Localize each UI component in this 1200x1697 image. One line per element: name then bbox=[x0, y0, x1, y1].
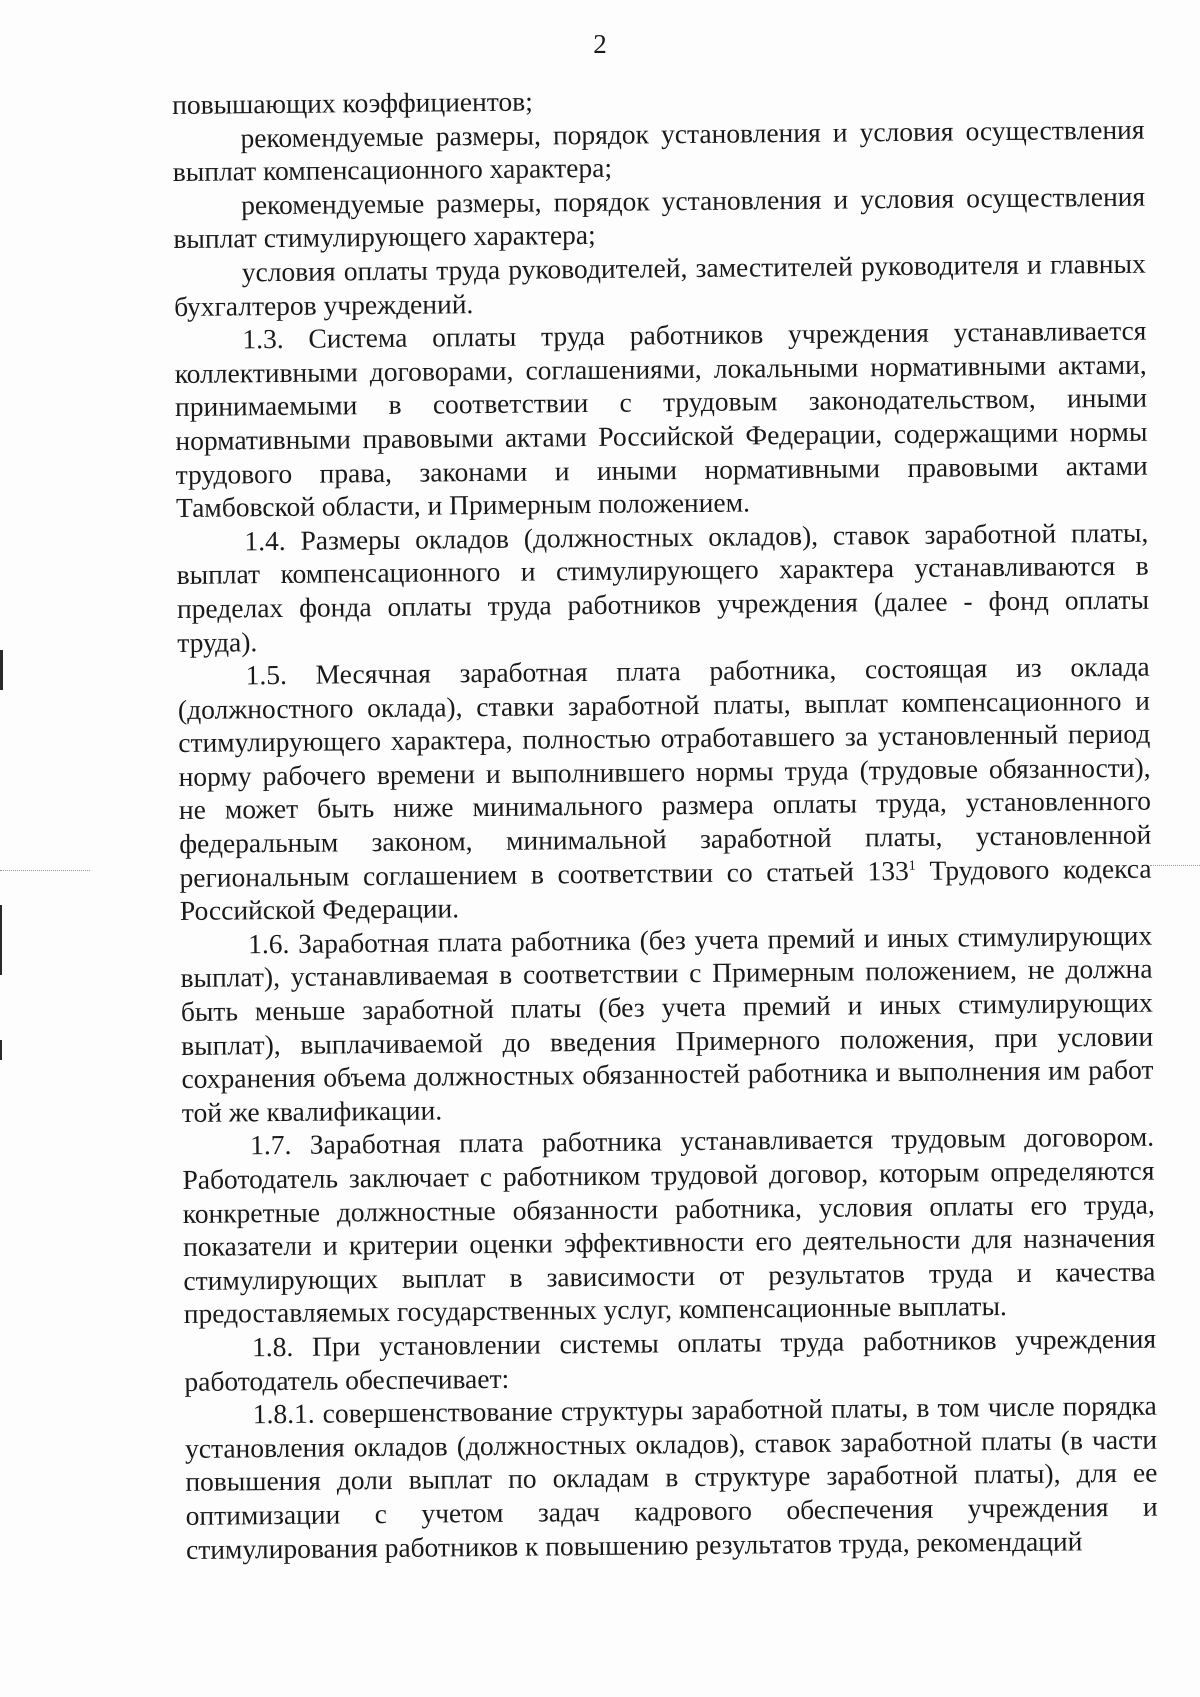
paragraph-1-5-tail: Трудового кодекса Российской Федерации. bbox=[179, 852, 1152, 927]
scan-edge-mark bbox=[0, 1040, 2, 1060]
scan-edge-mark bbox=[0, 650, 3, 690]
paragraph-coefficients: повышающих коэффициентов; bbox=[172, 85, 533, 120]
document-body bbox=[172, 79, 1158, 1566]
paragraph-1-8-1: 1.8.1. совершенствование структуры заработной платы, в том числе порядка установления окладов (должностных окладов), ставок заработной платы (в части повышения доли выплат по окладам в структуре заработной платы), для ее оптимизации с учетом задач кадрового обеспечения учреждения и стимулирования работников к повышению результатов труда, рекомендаций bbox=[184, 1389, 1158, 1565]
paragraph-1-4: 1.4. Размеры окладов (должностных окладов), ставок заработной платы, выплат компенсационного и стимулирующего характера устанавливаются в пределах фонда оплаты труда работников учреждения (далее - фонд оплаты труда). bbox=[176, 516, 1150, 658]
paragraph-incentive-payments: рекомендуемые размеры, порядок установления и условия осуществления выплат стимулирующего характера; bbox=[173, 180, 1146, 255]
paragraph-1-8: 1.8. При установлении системы оплаты труда работников учреждения работодатель обеспечивает: bbox=[184, 1322, 1157, 1397]
paragraph-1-7: 1.7. Заработная плата работника устанавливается трудовым договором. Работодатель заключает с работником трудовой договор, которым определяются конкретные должностные обязанности работника, условия оплаты его труда, показатели и критерии оценки эффективности его деятельности для назначения стимулирующих выплат в зависимости от результатов труда и качества предоставляемых государственных услуг, компенсационные выплаты. bbox=[182, 1121, 1156, 1330]
paragraph-1-5-text: 1.5. Месячная заработная плата работника, состоящая из оклада (должностного оклада), ставки заработной платы, выплат компенсационного и стимулирующего характера, полностью отработавшего за установленный период норму рабочего времени и выполнившего нормы труда (трудовые обязанности), не может быть ниже минимального размера оплаты труда, установленного федеральным законом, минимальной заработной платы, установленной региональным соглашением в соответствии со статьей 133 bbox=[177, 650, 1152, 893]
paragraph-1-6: 1.6. Заработная плата работника (без учета премий и иных стимулирующих выплат), устанавливаемая в соответствии с Примерным положением, не должна быть меньше заработной платы (без учета премий и иных стимулирующих выплат), выплачиваемой до введения Примерного положения, при условии сохранения объема должностных обязанностей работника и выполнения им работ той же квалификации. bbox=[180, 919, 1154, 1128]
paragraph-compensation-payments: рекомендуемые размеры, порядок установления и условия осуществления выплат компенсационного характера; bbox=[172, 113, 1145, 188]
scan-edge-dots bbox=[1150, 865, 1200, 867]
paragraph-1-5 bbox=[177, 650, 1152, 928]
scan-edge-mark bbox=[0, 905, 2, 975]
footnote-superscript: 1 bbox=[908, 858, 916, 874]
paragraph-management-pay-conditions: условия оплаты труда руководителей, заместителей руководителя и главных бухгалтеров учреждений. bbox=[173, 247, 1146, 322]
paragraph-1-3: 1.3. Система оплаты труда работников учреждения устанавливается коллективными договорами, соглашениями, локальными нормативными актами, принимаемыми в соответствии с трудовым законодательством, иными нормативными правовыми актами Российской Федерации, содержащими нормы трудового права, законами и иными нормативными правовыми актами Тамбовской области, и Примерным положением. bbox=[174, 314, 1148, 524]
scan-edge-dots bbox=[0, 870, 90, 872]
page-number: 2 bbox=[593, 29, 607, 59]
